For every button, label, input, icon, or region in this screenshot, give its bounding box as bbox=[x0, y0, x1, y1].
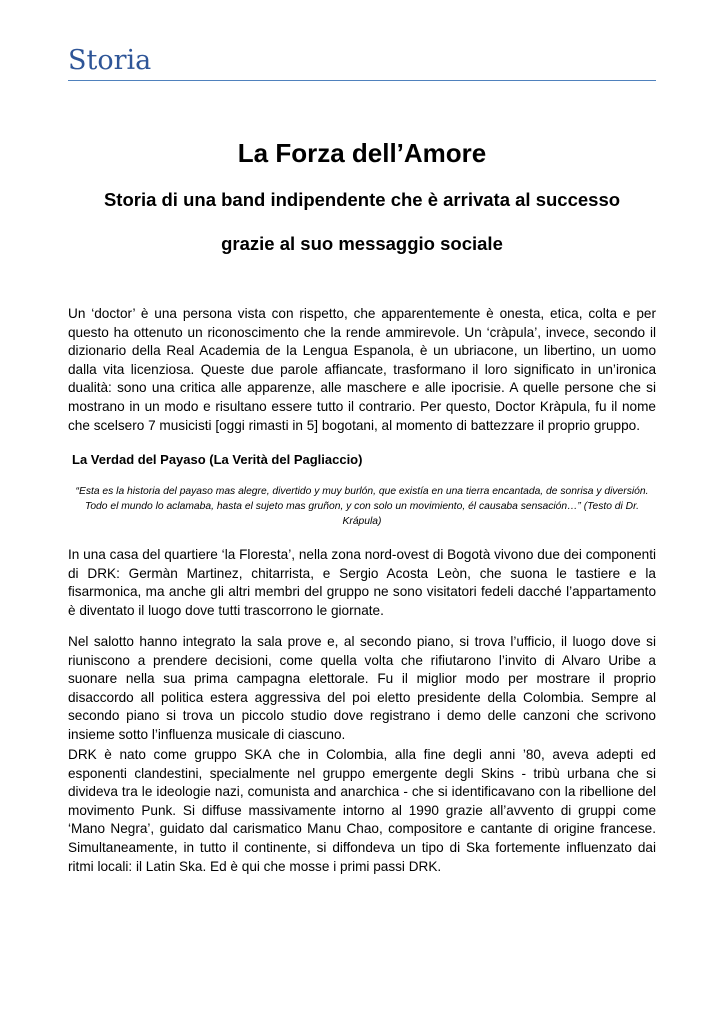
article-subtitle-line2: grazie al suo messaggio sociale bbox=[221, 233, 503, 254]
section-title: Storia bbox=[68, 45, 152, 76]
paragraph-house: In una casa del quartiere ‘la Floresta’, nella zona nord-ovest di Bogotà vivono due dei componenti di DRK: Germàn Martinez, chitarrista, e Sergio Acosta Leòn, che suona le tastiere e la fisarmonica, ma anche gli altri membri del gruppo ne sono visitatori fedeli dacché l’appartamento è diventato il luogo dove tutti trascorrono le giornate. bbox=[68, 547, 656, 618]
article-subtitle-line1: Storia di una band indipendente che è arrivata al successo bbox=[103, 189, 621, 210]
page-header bbox=[68, 44, 656, 78]
song-quote: “Esta es la historia del payaso mas alegre, divertido y muy burlón, que existía en una tierra encantada, de sonrisa y diversión. Todo el mundo lo aclamaba, hasta el sujeto mas gruñon, y con solo un movimiento, él causaba sensación…” (Testo di Dr. Krápula) bbox=[75, 486, 649, 527]
paragraph-ska-origins: DRK è nato come gruppo SKA che in Colombia, alla fine degli anni ’80, aveva adepti ed esponenti clandestini, specialmente nel gruppo emergente degli Skins - tribù urbana che si divideva tra le ideologie nazi, comunista and anarchica - che si identificavano con la ribellione del movimento Punk. Si diffuse massivamente intorno al 1990 grazie all’avvento di gruppi come ‘Mano Negra’, guidato dal carismatico Manu Chao, compositore e cantante di origine francese. Simultaneamente, in tutto il continente, si diffondeva un tipo di Ska fortemente influenzato dai ritmi locali: il Latin Ska. Ed è qui che mosse i primi passi DRK. bbox=[68, 747, 656, 874]
section-heading: La Verdad del Payaso (La Verità del Pagliaccio) bbox=[72, 452, 363, 467]
header-divider bbox=[68, 80, 656, 81]
paragraph-living-room: Nel salotto hanno integrato la sala prove e, al secondo piano, si trova l’ufficio, il luogo dove si riuniscono a prendere decisioni, come quella volta che rifiutarono l’invito di Alvaro Uribe a suonare nella sua prima campagna elettorale. Fu il miglior modo per mostrare il proprio disaccordo all politica estera aggressiva del poi eletto presidente della Colombia. Sempre al secondo piano si trova un piccolo studio dove registrano i demo delle canzoni che scrivono insieme sotto l’influenza musicale di ciascuno. bbox=[68, 634, 656, 742]
paragraph-intro: Un ‘doctor’ è una persona vista con rispetto, che apparentemente è onesta, etica, colta e per questo ha ottenuto un riconoscimento che la rende ammirevole. Un ‘cràpula’, invece, secondo il dizionario della Real Academia de la Lengua Espanola, è un ubriacone, un libertino, un uomo dalla vita licenziosa. Queste due parole affiancate, trasformano il loro significato in un’ironica dualità: sono una critica alle apparenze, alle maschere e alle ipocrisie. A quelle persone che si mostrano in un modo e risultano essere tutto il contrario. Per questo, Doctor Kràpula, fu il nome che scelsero 7 musicisti [oggi rimasti in 5] bogotani, al momento di battezzare il proprio gruppo. bbox=[68, 306, 656, 433]
article-title: La Forza dell’Amore bbox=[237, 138, 487, 168]
